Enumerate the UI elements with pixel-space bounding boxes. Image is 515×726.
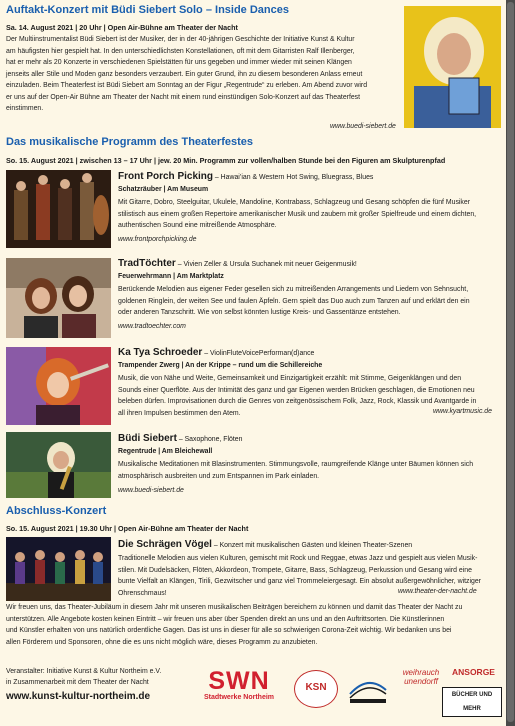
buedi-portrait-photo <box>404 6 501 128</box>
act-title-front-porch <box>118 171 373 182</box>
buecher-und-mehr-logo <box>442 687 502 717</box>
abschluss-line: stilen. Mit Dudelsäcken, Flöten, Akkordeon, Trompete, Gitarre, Bass, Schlagzeug, Perkussion und Gesang wird eine <box>118 566 472 574</box>
act-place: Trampender Zwerg | An der Krippe – rund um die Schillereiche <box>118 362 323 369</box>
act-url[interactable]: www.frontporchpicking.de <box>118 236 197 243</box>
act-title-buedi <box>118 433 242 444</box>
act-title-katya <box>118 347 314 358</box>
scrollbar-thumb[interactable] <box>507 2 514 722</box>
act-line: stilistisch aus einem großen Repertoire amerikanischer Musik und zaubern mit großer Spielfreude und einem dichten, <box>118 210 477 218</box>
act-desc: – Hawai’ian & Western Hot Swing, Bluegrass, Blues <box>213 174 374 181</box>
act-name: Front Porch Picking <box>118 171 214 182</box>
act-place: Feuerwehrmann | Am Marktplatz <box>118 273 224 280</box>
act-text <box>118 284 503 319</box>
vertical-scrollbar[interactable] <box>506 0 515 726</box>
ansorge-logo-text: ANSORGE <box>452 667 495 677</box>
abschluss-line: Ohrenschmaus! <box>118 589 167 597</box>
auftakt-url[interactable]: www.buedi-siebert.de <box>330 123 396 130</box>
act-name: TradTöchter <box>118 258 176 269</box>
abschluss-line: bunte Vielfalt an Klängen, Tirili, Gezwitscher und ganz viel Trommeleiergesagt. Ein absolut außergewöhnlicher, witziger <box>118 578 481 585</box>
act-line: atmosphärisch ausbreiten und zum Entspannen im Park einladen. <box>118 472 320 480</box>
footer-organizer: Veranstalter: Initiative Kunst & Kultur Northeim e.V. <box>6 668 162 675</box>
footer-website[interactable]: www.kunst-kultur-northeim.de <box>6 691 151 702</box>
section-title-abschluss: Abschluss-Konzert <box>6 505 107 517</box>
act-text <box>118 197 503 232</box>
act-line: Musik, die von Nähe und Weite, Gemeinsamkeit und Einzigartigkeit erzählt: mit Stimme, Geigenklängen und den <box>118 375 462 382</box>
abschluss-line: Traditionelle Melodien aus vielen Kulturen, gemischt mit Rock und Reggae, etwas Jazz und gespielt aus vielen Musik- <box>118 555 478 562</box>
footer-cooperation: in Zusammenarbeit mit dem Theater der Nacht <box>6 679 149 686</box>
swn-logo <box>196 668 282 708</box>
section-title-programm: Das musikalische Programm des Theaterfestes <box>6 136 254 148</box>
act-line: Berückende Melodien aus eigener Feder gesellen sich zu mitreißenden Arrangements und Liedern von Sehnsucht, <box>118 286 469 293</box>
act-text <box>118 459 503 482</box>
act-title-tradtoechter <box>118 258 357 269</box>
section-subtitle-abschluss: So. 15. August 2021 | 19.30 Uhr | Open Air-Bühne am Theater der Nacht <box>6 524 249 533</box>
ksn-logo <box>294 670 338 708</box>
closing-line: Wir freuen uns, das Theater-Jubiläum in diesem Jahr mit unseren musikalischen Beiträgen bereichern zu können und damit das Theater der Nacht zu <box>6 604 463 611</box>
act-line: Mit Gitarre, Dobro, Steelguitar, Ukulele, Mandoline, Kontrabass, Schlagzeug und Gesang schöpfen die fünf Musiker <box>118 199 470 206</box>
tradtoechter-photo <box>6 258 111 338</box>
act-name: Die Schrägen Vögel <box>118 539 212 550</box>
act-place: Regentrude | Am Bleichewall <box>118 448 213 455</box>
closing-line: und Künstler erhalten von uns natürlich ordentliche Gagen. Das ist uns in dieser für alle so schwierigen Corona-Zeit wichtig. Wir bedanken uns bei <box>6 627 452 634</box>
katya-schroeder-photo <box>6 347 111 425</box>
act-url[interactable]: www.buedi-siebert.de <box>118 487 184 494</box>
act-desc: – Saxophone, Flöten <box>176 436 243 443</box>
section-subtitle-auftakt: Sa. 14. August 2021 | 20 Uhr | Open Air-Bühne am Theater der Nacht <box>6 23 238 32</box>
act-url[interactable]: www.kyartmusic.de <box>433 408 492 415</box>
auftakt-line: jenseits aller Stile und Moden ganz besonders verzaubert. Ein guter Grund, ihn zu diesem besonderen Anlass erneut <box>6 70 363 78</box>
act-line: oder anderen Tanzschritt. Wie von selbst könnten lustige Kreis- und Gassentänze entstehen. <box>118 309 401 316</box>
ansorge-logo <box>452 667 502 683</box>
act-line: Sounds einer Querflöte. Aus der Intimität des ganz und gar Eigenen werden Brücken geschlagen, die Emotionen neu <box>118 386 475 394</box>
act-name: Ka Tya Schroeder <box>118 347 203 358</box>
auftakt-line: einstimmen. <box>6 105 44 112</box>
act-line: goldenen Ringlein, der weiten See und faulen Äpfeln. Gern spielt das Duo auch zum Tanzen auf und erklärt den ein <box>118 297 470 305</box>
act-place: Schatzräuber | Am Museum <box>118 186 209 193</box>
section-subtitle-programm: So. 15. August 2021 | zwischen 13 – 17 Uhr | jew. 20 Min. Programm zur vollen/halben Stunde bei den Figuren am Skulpturenpfad <box>6 156 446 165</box>
closing-line: unterstützen. Alle Angebote kosten keinen Eintritt – wir freuen uns aber über Spenden direkt an uns und an den Auftrittsorten. Die Künstlerinnen <box>6 615 445 623</box>
swn-logo-text: SWN <box>208 667 270 695</box>
act-line: all ihren Impulsen bestimmen den Atem. <box>118 409 241 417</box>
swn-logo-subtitle: Stadtwerke Northeim <box>203 694 275 701</box>
auftakt-text <box>6 34 404 115</box>
schraege-voegel-photo <box>6 537 111 601</box>
act-line: Musikalische Meditationen mit Blasinstrumenten. Stimmungsvolle, raumgreifende Klänge unter Bäumen können sich <box>118 461 474 468</box>
act-title-schraege-voegel <box>118 539 412 550</box>
buecher-logo-text: BÜCHER UND MEHR <box>451 692 493 712</box>
act-desc: – ViolinFluteVoicePerforman(d)ance <box>202 350 315 357</box>
act-line: beleben dürfen. Improvisationen durch die Genres von zeitgenössischem Folk, Jazz, Rock, Klassik und Avantgarde in <box>118 398 477 405</box>
auftakt-line: hat er mehr als 20 Konzerte in verschiedenen Spielstätten für uns gegeben und immer wieder mit seinen Klängen <box>6 59 352 66</box>
act-name: Büdi Siebert <box>118 433 177 444</box>
act-url[interactable]: www.tradtoechter.com <box>118 323 186 330</box>
abschluss-url[interactable]: www.theater-der-nacht.de <box>398 588 477 595</box>
act-desc: – Konzert mit musikalischen Gästen und kleinen Theater-Szenen <box>211 542 413 549</box>
closing-text <box>6 602 502 648</box>
auftakt-line: einzuladen. Beim Theaterfest ist Büdi Siebert am Sonntag an der Figur „Regentrude“ zu erleben. Am Abend zuvor wird <box>6 82 368 89</box>
weihrauch-logo-line1: weihrauch <box>402 668 440 677</box>
act-line: authentischen Sound eine mitreißende Atmosphäre. <box>118 222 277 229</box>
auftakt-line: Der Multiinstrumentalist Büdi Siebert ist der Musiker, der in der 40-jährigen Geschichte der Initiative Kunst & Kultur <box>6 36 355 43</box>
act-desc: – Vivien Zeller & Ursula Suchanek mit neuer Geigenmusik! <box>175 261 357 268</box>
sparkasse-foundation-logo <box>346 672 390 706</box>
front-porch-picking-photo <box>6 170 111 248</box>
auftakt-line: am häufigsten hier gespielt hat. In den unterschiedlichsten Konstellationen, oft mit dem Gitarristen Ralf Illenberger, <box>6 47 355 55</box>
ksn-logo-text: KSN <box>305 682 327 693</box>
buedi-siebert-saxophone-photo <box>6 432 111 498</box>
auftakt-line: er uns auf der Open-Air Bühne am Theater der Nacht mit einem rund einstündigen Solo-Konzert auf das Theaterfest <box>6 93 361 101</box>
weihrauch-logo <box>397 668 445 688</box>
closing-line: allen Förderern und Sponsoren, ohne die es uns nicht möglich wäre, dieses Programm zu anzubieten. <box>6 638 318 646</box>
weihrauch-logo-line2: unendorff <box>404 677 438 686</box>
section-title-auftakt: Auftakt-Konzert mit Büdi Siebert Solo – Inside Dances <box>6 4 289 16</box>
